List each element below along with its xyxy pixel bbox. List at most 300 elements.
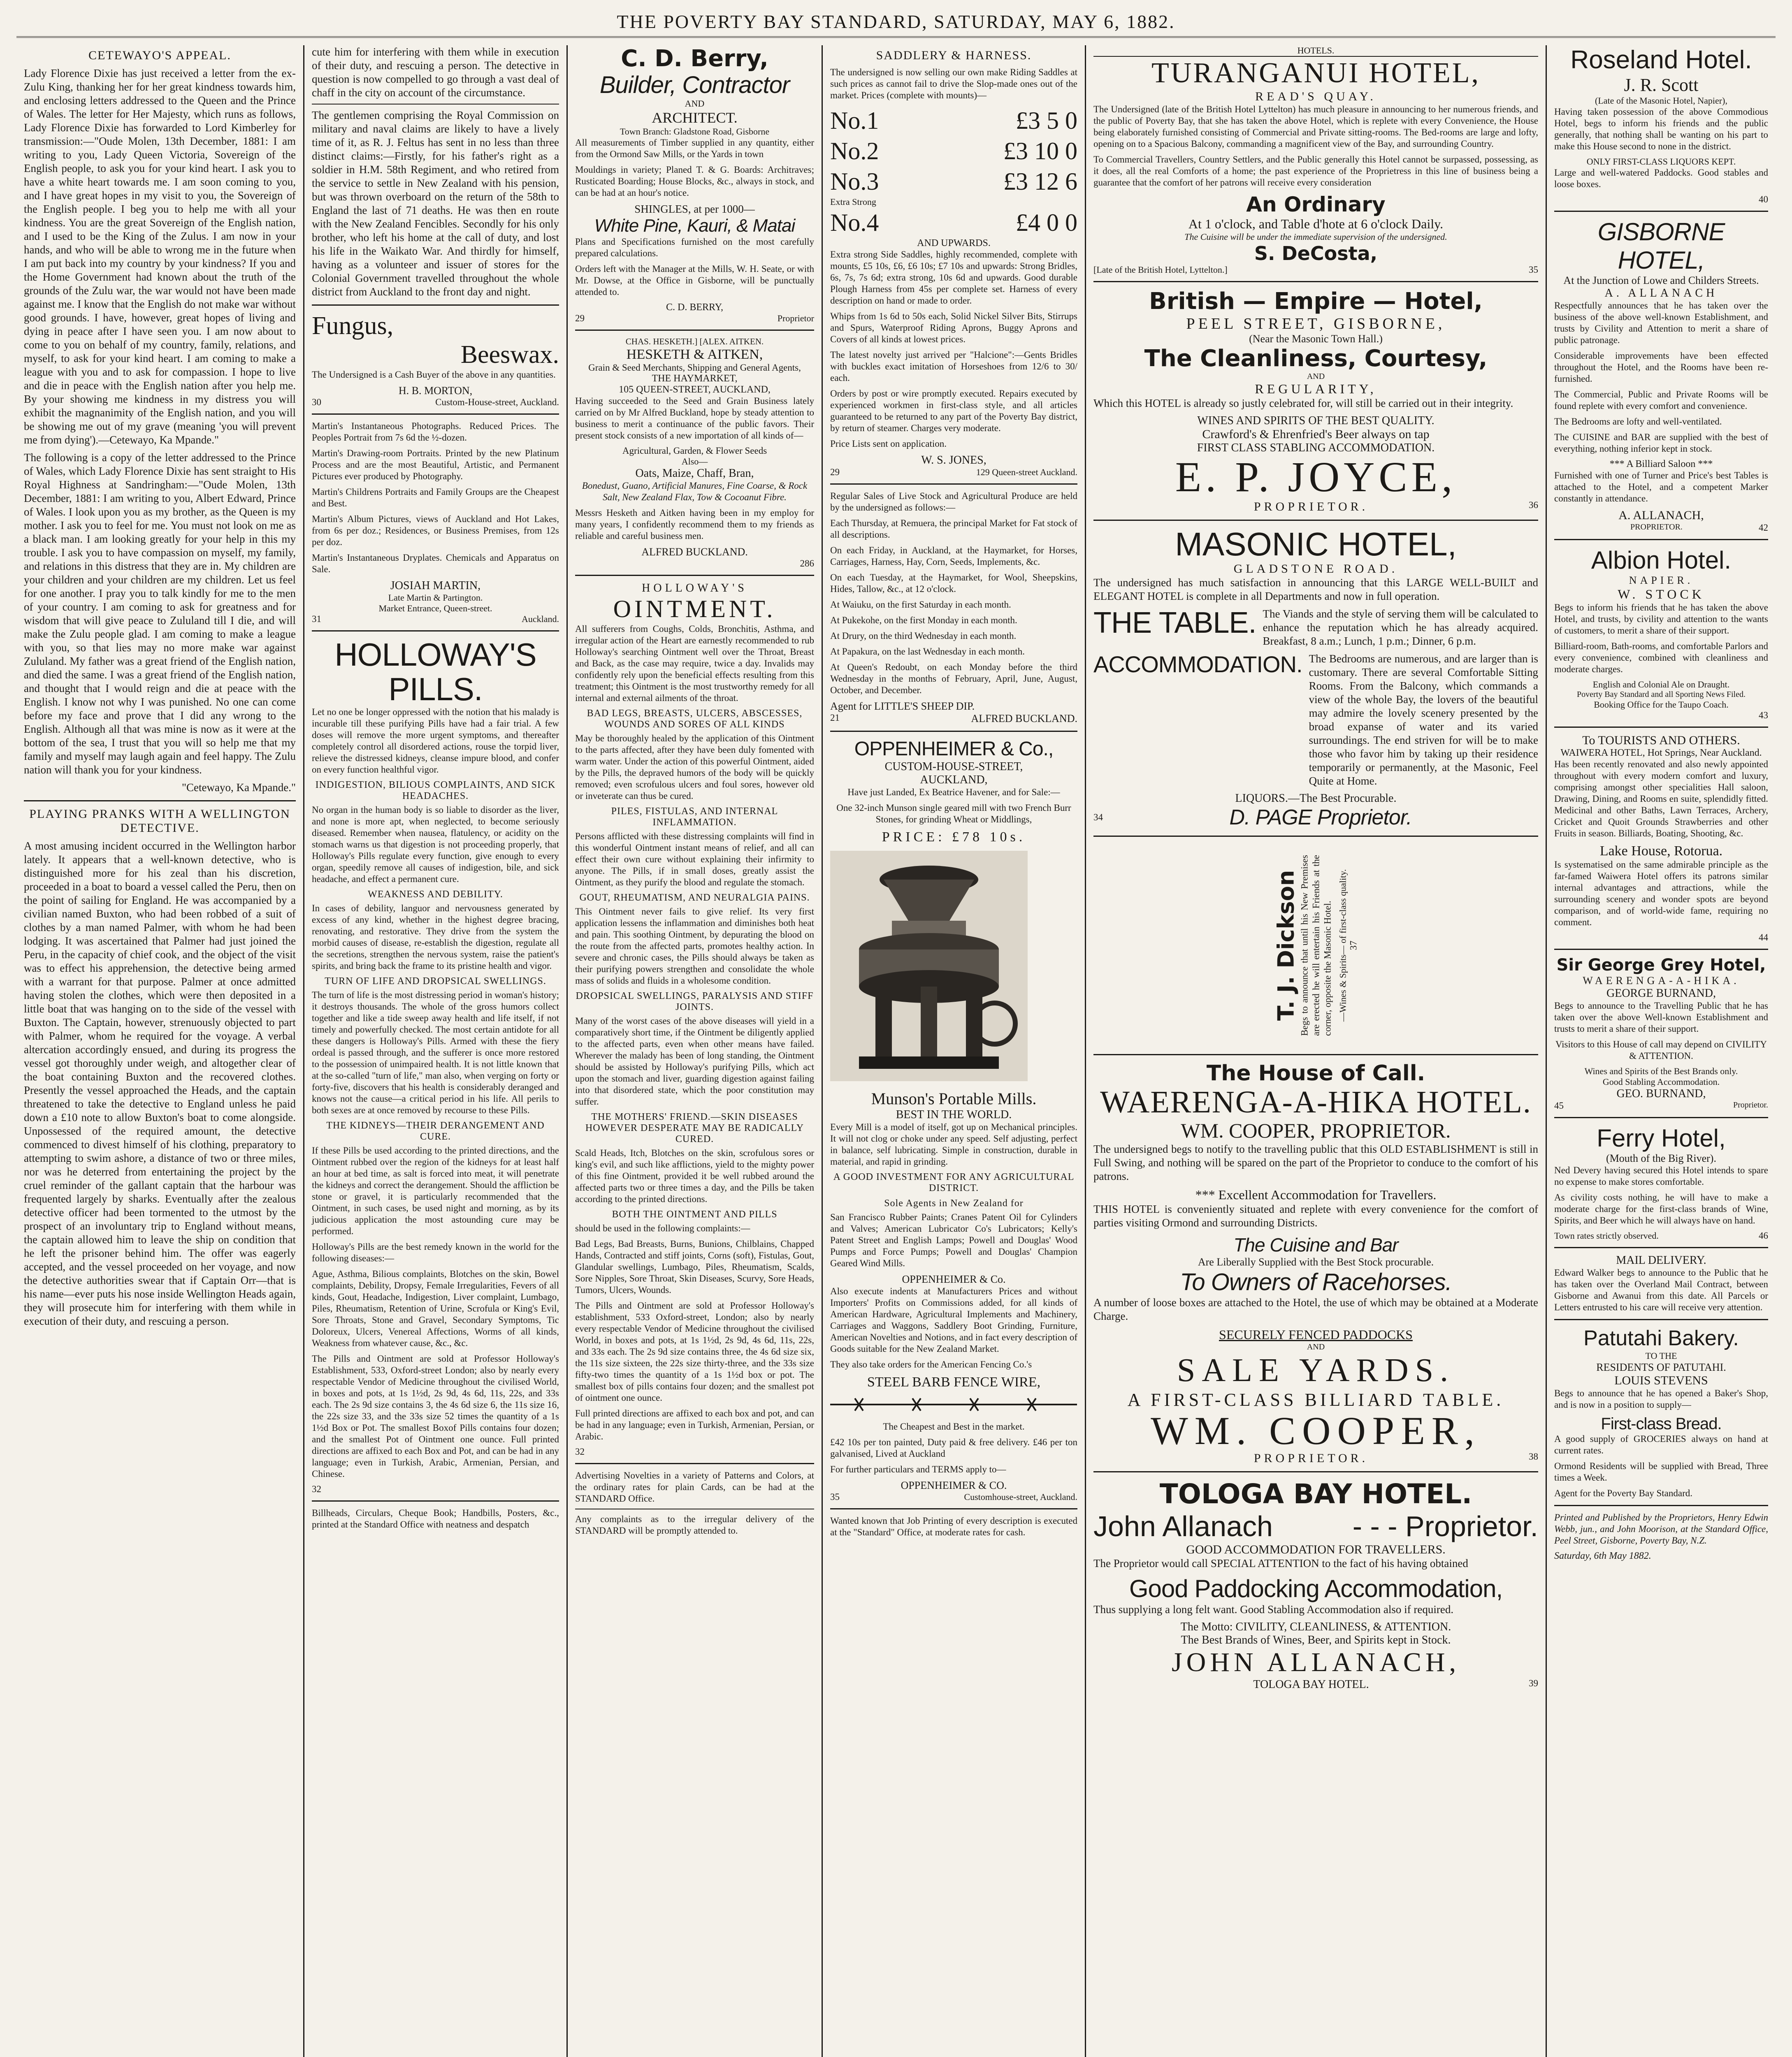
albion-news: Poverty Bay Standard and all Sporting News Filed. (1577, 690, 1746, 699)
column-1 (16, 45, 304, 2057)
advert-paragraph: Having taken possession of the above Commodious Hotel, begs to inform his friends and the public generally, that nothing shall be wanting on his part to make this House second to none in the district. (1554, 107, 1768, 151)
advert-paragraph: This Ointment never fails to give relief. Its very first application lessens the inflammation and diminishes both heat and pain. This soothing Ointment, by depurating the blood on the route from the affected parts, promotes healthy action. In severe and chronic cases, the Pills should always be taken as their purifying powers strengthen and consolidate the whole mass of solids and fluids in a wholesome condition. (575, 906, 814, 986)
page-proprietor: D. PAGE Proprietor. (1229, 806, 1412, 829)
divider (1554, 949, 1768, 950)
advert-paragraph: Extra strong Side Saddles, highly recommended, complete with mounts, £5 10s, £6, £6 10s; £7 10s and upwards: Strong Bridles, 6s, 7s, 7s 6d; extra strong, 10s 6d and upwards. Good durable Plough Harness from 45s per complete set. Harness of every description on hand or made to order. (830, 249, 1077, 306)
advert-paragraph: Edward Walker begs to announce to the Public that he has taken over the Overland Mail Contract, between Gisborne and Awanui from this date. All Parcels or Letters entrusted to his care will receive very attention. (1554, 1268, 1768, 1312)
article-paragraph: Lady Florence Dixie has just received a letter from the ex-Zulu King, thanking her for her great kindness towards him, and enclosing letters addressed to the Queen and the Prince of Wales. The letter for Her Majesty, which runs as follows, Lady Florence Dixie has forwarded to Lord Kimberley for transmission:—"Oude Molen, 13th December, 1881: I am writing to you, Lady Queen Victoria, Sovereign of the English people, to ask you for your kind heart. I ask you to have a white heart towards me. I am soon coming to you, and I have great hopes in my visit to you, the Sovereign of the English people. I beg you to help me with all your kindness. You are the great Sovereign of the English nation, and I used to be the King of the Zulus. I am now in your hands, and who will be able to wrong me in the future when I am put back into my country by your kindness? If you and the Home Government had known about the truth of the grounds of the Zulu war, the war would not have been made against me. I know that the English do not make war without good grounds. I have, however, great hopes of living and dying in peace after I have seen you. I am now about to come to you on behalf of my country, family, relations, and myself, to ask for your kind heart. I am coming to make a league with you and to ask for compassion. I hope to live and die in peace with the English nation after you help me. By your showing me kindness in my distress you will exhibit the magnanimity of the English nation, and you will be showing me out of my grave (meaning 'you will prevent me from dying').—Cetewayo, Ka Mpande." (24, 67, 296, 446)
roseland-scott-sub: (Late of the Masonic Hotel, Napier), (1595, 95, 1727, 106)
advert-paragraph: Ned Devery having secured this Hotel intends to spare no expense to make stores comfortable. (1554, 1165, 1768, 1187)
albion-ale: English and Colonial Ale on Draught. (1592, 679, 1730, 690)
advert-paragraph: The undersigned is now selling our own make Riding Saddles at such prices as cannot fail to drive the Slop-made ones out of the market. Prices (complete with mounts)— (830, 67, 1077, 100)
masonic-title: MASONIC HOTEL, (1175, 526, 1457, 562)
divider (1554, 1505, 1768, 1506)
advert-subheading: THE MOTHERS' FRIEND.—SKIN DISEASES HOWEVER DESPERATE MAY BE RADICALLY CURED. (585, 1112, 804, 1145)
crawford-line: Crawford's & Ehrenfried's Beer always on tap (1202, 427, 1430, 441)
divider (575, 1463, 814, 1464)
roseland-liquors: ONLY FIRST-CLASS LIQUORS KEPT. (1586, 156, 1736, 167)
holloway-pills-title: HOLLOWAY'S PILLS. (334, 636, 536, 707)
advert-paragraph: Visitors to this House of call may depend on CIVILITY & ATTENTION. (1555, 1039, 1767, 1061)
morton-advert (312, 311, 559, 408)
martin-item: Martin's Album Pictures, views of Auckland and Hot Lakes, from 6s per doz.; Residences, or Business Premises, from 12s per doz. (312, 514, 559, 547)
waiwera-title: WAIWERA HOTEL, Hot Springs, Near Auckland. (1560, 748, 1762, 758)
cuisine-title: The Cuisine and Bar (1233, 1234, 1398, 1256)
liquors-line: LIQUORS.—The Best Procurable. (1235, 792, 1397, 805)
advert-paragraph: The undersigned begs to notify to the travelling public that this OLD ESTABLISHMENT is still in Full Swing, and nothing will be spared on the part of the Proprietor to conduce to the comfort of his patrons. (1093, 1143, 1538, 1182)
mill-price: PRICE: £78 10s. (882, 829, 1026, 845)
list-item: On each Tuesday, at the Haymarket, for Wool, Sheepskins, Hides, Tallow, &c., at 12 o'clock. (830, 572, 1077, 594)
list-item: At Queen's Redoubt, on each Monday before the third Wednesday in the months of February, April, June, August, October, and December. (830, 662, 1077, 695)
advert-paragraph: The Proprietor would call SPECIAL ATTENTION to the fact of his having obtained (1093, 1557, 1468, 1569)
advert-paragraph: Bad Legs, Bad Breasts, Burns, Bunions, Chilblains, Chapped Hands, Contracted and stiff joints, Corns (soft), Fistulas, Gout, Glandular swellings, Lumbago, Piles, Rheumatism, Scalds, Sore Nipples, Sore Throat, Skin Diseases, Scurvy, Sore Heads, Tumors, Ulcers, Wounds. (575, 1239, 814, 1295)
berry-trade: Builder, Contractor (599, 72, 790, 98)
morton-name: H. B. MORTON, (398, 385, 473, 397)
martin-item: Martin's Instantaneous Photographs. Reduced Prices. The Peoples Portrait from 7s 6d the ½-dozen. (312, 421, 559, 443)
advert-paragraph: The Commercial, Public and Private Rooms will be found replete with every comfort and convenience. (1554, 389, 1768, 411)
martin-item: Martin's Instantaneous Dryplates. Chemicals and Apparatus on Sale. (312, 553, 559, 574)
advert-number: 40 (1759, 194, 1768, 204)
divider (1554, 1247, 1768, 1248)
advert-paragraph: Also execute indents at Manufacturers Prices and without Importers' Profits on Commissions added, for all kinds of American Hardware, Agricultural Implements and Machinery, Carriages and Waggons, Saddlery Boot Grinding, Furniture, American Novelties and Notions, and in fact every description of Goods suitable for the New Zealand Market. (830, 1286, 1077, 1354)
advert-paragraph: Holloway's Pills are the best remedy known in the world for the following diseases:— (312, 1242, 559, 1263)
divider (1554, 1117, 1768, 1118)
advert-paragraph: Price Lists sent on application. (830, 439, 947, 449)
advert-paragraph: Begs to inform his friends that he has taken the above Hotel, and trusts, by civility and attention to the wants of customers, to merit a share of their support. (1554, 602, 1768, 636)
john-allanach-name: JOHN ALLANACH, (1172, 1647, 1460, 1677)
list-item: At Papakura, on the last Wednesday in each month. (830, 646, 1025, 657)
berry-proprietor: Proprietor (777, 313, 814, 323)
mill-base (859, 1056, 999, 1069)
advert-paragraph: If these Pills be used according to the printed directions, and the Ointment rubbed over the region of the kidneys for at least half an hour at bed time, as salt is forced into meat, it will penetrate the kidneys and correct the derangement. Should the affliction be stone or gravel, it is particularly recommended that the Ointment, in such cases, be used night and morning, as by its judicious application the most astounding cure may be performed. (312, 1145, 559, 1236)
extra-strong-label: Extra Strong (830, 197, 876, 207)
hesketh-place: THE HAYMARKET, (652, 373, 738, 384)
divider (24, 800, 296, 801)
berry-architect: ARCHITECT. (652, 109, 738, 126)
advert-paragraph: Furnished with one of Turner and Price's best Tables is attached to the Hotel, and a competent Marker constantly in attendance. (1554, 470, 1768, 504)
gisborne-name: A. ALLANACH (1604, 287, 1718, 299)
berry-woods: White Pine, Kauri, & Matai (594, 216, 795, 236)
advert-paragraph: A number of loose boxes are attached to the Hotel, the use of which may be obtained at a Moderate Charge. (1093, 1296, 1538, 1322)
grey-wines: Wines and Spirits of the Best Brands only. (1584, 1066, 1738, 1076)
albion-sub: NAPIER. (1629, 574, 1694, 586)
cleanliness-and: AND (1307, 372, 1325, 381)
gisborne-hotel-title: GISBORNE HOTEL, (1597, 218, 1725, 274)
advert-paragraph: Whips from 1s 6d to 50s each, Solid Nickel Silver Bits, Stirrups and Spurs, Waterproof Riding Aprons, Buggy Aprons and Covers of all kinds at lowest prices. (830, 311, 1077, 344)
advert-subheading: TURN OF LIFE AND DROPSICAL SWELLINGS. (325, 976, 546, 987)
list-item: At Drury, on the third Wednesday in each month. (830, 631, 1017, 641)
advert-paragraph: Scald Heads, Itch, Blotches on the skin, scrofulous sores or king's evil, and such like afflictions, yield to the mighty power of this fine Ointment, provided it be well rubbed around the affected parts two or three times a day, and the Pills be taken according to the printed directions. (575, 1148, 814, 1204)
wines-line: WINES AND SPIRITS OF THE BEST QUALITY. (1197, 414, 1435, 427)
lake-house-title: Lake House, Rotorua. (1599, 843, 1723, 859)
advert-paragraph: San Francisco Rubber Paints; Cranes Patent Oil for Cylinders and Valves; American Lubricator Co's Lubricators; Kelly's Patent Street and English Lamps; Powell and Douglas' Wood Pumps and Force Pumps; Powell and Douglas' Champion Geared Wind Mills. (830, 1212, 1077, 1268)
tologa-title: TOLOGA BAY HOTEL. (1159, 1478, 1472, 1510)
divider (830, 483, 1077, 485)
advert-number: 21 (830, 713, 840, 723)
advert-paragraph: The Bedrooms are lofty and well-ventilated. (1554, 416, 1722, 427)
sales-list (830, 518, 1077, 696)
advert-subheading: BOTH THE OINTMENT AND PILLS (612, 1209, 778, 1220)
divider (312, 304, 559, 306)
advert-paragraph: The Cheapest and Best in the market. (883, 1421, 1025, 1432)
advert-paragraph: No organ in the human body is so liable to disorder as the liver, and none is more apt, when neglected, to become seriously diseased. Remember when nausea, flatulency, or acidity on the stomach warns us that digestion is not proceeding properly, that Holloway's Pills regulate every function, give enough to every organ, speedily remove all causes of indigestion, bile, and sick headache, and effect a permanent cure. (312, 805, 559, 884)
martin-item: Martin's Drawing-room Portraits. Printed by the new Platinum Process and are the most Beautiful, Artistic, and Permanent Pictures ever produced by Photography. (312, 448, 559, 481)
hesketh-names: CHAS. HESKETH.] [ALEX. AITKEN. (625, 337, 764, 346)
divider (1554, 1319, 1768, 1320)
price-label: No.4 (830, 209, 879, 236)
ferry-sub: (Mouth of the Big River). (1606, 1152, 1716, 1164)
josiah-name: JOSIAH MARTIN, (390, 579, 481, 592)
ointment-advert (575, 623, 814, 1457)
advert-paragraph: Begs to announce to the Travelling Public that he has taken over the above Well-known Establishment and trusts to merit a share of their support. (1554, 1001, 1768, 1034)
hesketh-oats: Oats, Maize, Chaff, Bran, (635, 467, 754, 480)
advert-subheading: DROPSICAL SWELLINGS, PARALYSIS AND STIFF JOINTS. (576, 991, 814, 1012)
divider (1093, 1471, 1538, 1472)
ointment-title-top: HOLLOWAY'S (642, 582, 747, 594)
advert-paragraph: Has been recently renovated and also newly appointed throughout with every modern comfort and luxury, comprising amongst other specialities Hall saloon, Drawing, Dining, and Rooms en suite, splendidly fitted. Medicinal and other Baths, Lawn Terraces, Archery, Cricket and Quoit Grounds Strawberries and other Fruits in season. Billiards, Boating, Shooting, &c. (1554, 759, 1768, 838)
article-paragraph: cute him for interfering with them while in execution of their duty, and rescuing a person. The detective in question is now compelled to go through a vast deal of chaff in the city on account of the circumstance. (312, 46, 559, 99)
excellent-line: *** Excellent Accommodation for Travellers. (1195, 1187, 1437, 1202)
advert-paragraph: A good supply of GROCERIES always on hand at current rates. (1554, 1434, 1768, 1456)
advert-number: 31 (312, 614, 321, 624)
sales-agent: Agent for LITTLE'S SHEEP DIP. (830, 700, 975, 712)
berry-and: AND (685, 98, 705, 109)
advert-number: 42 (1758, 522, 1768, 533)
table-section (1093, 607, 1538, 652)
josiah-address: Market Entrance, Queen-street. (378, 603, 492, 613)
advert-paragraph: Ormond Residents will be supplied with Bread, Three times a Week. (1554, 1461, 1768, 1483)
berry-branch: Town Branch: Gladstone Road, Gisborne (620, 126, 770, 137)
turanganui-sub: READ'S QUAY. (1255, 90, 1376, 103)
advert-paragraph: The turn of life is the most distressing period in woman's history; it destroys thousands. The whole of the gross humors collect together and like a tide sweep away health and life itself, if not timely and powerfully checked. The most certain antidote for all these dangers is Holloway's Pills. Armed with these the fiery ordeal is passed through, and the sufferer is once more restored to the possession of unimpaired health. It is not little known that at the so-called "turn of life," man also, when verging on forty or forty-five, discovers that his health is considerably deranged and knows not the cause—a critical period in his life. All perils to both sexes are at once removed by recourse to these Pills. (312, 990, 559, 1115)
advert-paragraph: Begs to announce that he has opened a Baker's Shop, and is now in a position to supply— (1554, 1388, 1768, 1410)
advert-paragraph: Messrs Hesketh and Aitken having been in my employ for many years, I confidently recommend them to my friends as reliable and careful business men. (575, 508, 814, 541)
advert-number: 37 (1348, 940, 1358, 950)
mill-illustration (830, 851, 1028, 1081)
article-signature: "Cetewayo, Ka Mpande." (182, 781, 296, 794)
joyce-proprietor: PROPRIETOR. (1253, 500, 1369, 513)
oppenheimer-title: OPPENHEIMER & Co., (854, 738, 1054, 760)
hesketh-firm: HESKETH & AITKEN, (626, 347, 763, 362)
advert-paragraph: Let no one be longer oppressed with the notion that his malady is incurable till these purifying Pills have had a fair trial. A few doses will remove the more urgent symptoms, and thereafter completely control all disordered actions, rouse the torpid liver, relieve the distressed kidneys, cleanse impure blood, and confer on every function healthful vigor. (312, 707, 559, 775)
article-paragraph: The gentlemen comprising the Royal Commission on military and naval claims are likely to have a lively time of it, as R. J. Feltus has sent in no less than three distinct claims:—Firstly, for his father's right as a soldier in H.M. 58th Regiment, and who retired from the service to settle in New Zealand with his pension, but was thrown overboard on the return of the 58th to England the last of 71 deaths. He was then en route with the New Zealand Fencibles. Secondly for his only brother, who left his home at the call of duty, and lost his life in the Waikato War. And thirdly for himself, having as a volunteer and issuer of stores for the Colonial Government travelled throughout the whole district from Auckland to the front day and night. (312, 109, 559, 298)
advert-paragraph: The CUISINE and BAR are supplied with the best of everything, nothing inferior kept in stock. (1554, 432, 1768, 454)
advert-paragraph: Orders left with the Manager at the Mills, W. H. Seate, or with Mr. Dowse, at the Office in Gisborne, will be punctually attended to. (575, 264, 814, 297)
advert-paragraph: As civility costs nothing, he will have to make a moderate charge for the first-class brands of Wine, Spirits, and Beer which he will always have on hand. (1554, 1192, 1768, 1226)
fungus-heading: Fungus, (312, 312, 394, 340)
paddocking-line: Good Paddocking Accommodation, (1129, 1575, 1503, 1602)
josiah-city: Auckland. (521, 614, 559, 624)
article-title-cetewayo: CETEWAYO'S APPEAL. (88, 49, 231, 62)
billheads-notice: Billheads, Circulars, Cheque Book; Handbills, Posters, &c., printed at the Standard Office with neatness and despatch (312, 1508, 559, 1530)
article-paragraph: The following is a copy of the letter addressed to the Prince of Wales, which Lady Florence Dixie has sent straight to His Royal Highness at Sandringham:—"Oude Molen, 13th December, 1881: I am writing to you, Albert Edward, Prince of Wales. I look upon you as my brother, as the Queen is my mother. I ask you to feel for me. You must not look on me as a black man. I am looking greatly for your help in this my trouble. I ask you to have compassion on myself, my family, and relations in this distress that they are in. My children are your children and your children are my children. Let us feel for one another. I pray you to talk kindly for me to the men of your country. I am coming to ask for greatness and for wisdom that will give peace to Zululand till I die, and will make the Zulu people glad. I am coming to make a league with you, so that lies may no more make war against Zululand. My father was a great friend of the English nation, and died the same. I was a great friend of the English nation, and thought that I would reign and die at peace with the English. I know not why I was punished. No one can come before my face and prove that I did any wrong to the English. Although all that was mine is now as it were at the bottom of the sea, I trust that you will so help me that my family and myself may laugh again and feel happy. The Zulu nation will thank you for your kindness. (24, 451, 296, 776)
advert-paragraph: Mouldings in variety; Planed T. & G. Boards: Architraves; Rusticated Boarding; House Blocks, &c., always in stock, and can be had at an hour's notice. (575, 165, 814, 198)
advert-paragraph: £42 10s per ton painted, Duty paid & free delivery. £46 per ton galvanised, Lived at Auckland (830, 1437, 1077, 1459)
british-near: (Near the Masonic Town Hall.) (1249, 333, 1383, 345)
advert-paragraph: Ague, Asthma, Bilious complaints, Blotches on the skin, Bowel complaints, Debility, Dropsy, Female Irregularities, Fevers of all kinds, Gout, Headache, Indigestion, Liver complaint, Lumbago, Piles, Rheumatism, Retention of Urine, Scrofula or King's Evil, Sore Throats, Stone and Gravel, Secondary Symptoms, Tic Doloreux, Ulcers, Venereal Affections, Worms of all kinds, Weakness from whatever cause, &c., &c. (312, 1269, 559, 1348)
advert-paragraph: Having succeeded to the Seed and Grain Business lately carried on by Mr Alfred Buckland, hope by steady attention to business to merit a continuance of the public favors. Their present stock consists of a new importation of all kinds of— (575, 396, 814, 441)
advert-paragraph: Regular Sales of Live Stock and Agricultural Produce are held by the undersigned as follows:— (830, 491, 1077, 513)
wm-cooper-proprietor: PROPRIETOR. (1253, 1451, 1369, 1465)
advert-paragraph: May be thoroughly healed by the application of this Ointment to the parts affected, after they have been duly fomented with warm water. Under the action of this powerful Ointment, aided by the Pills, the depraved humors of the body will be quickly removed; even scrofulous ulcers and foul sores, however old or inveterate can thus be cured. (575, 733, 814, 801)
roseland-scott: J. R. Scott (1624, 75, 1699, 95)
cleanliness-title: The Cleanliness, Courtesy, (1144, 345, 1488, 372)
sale-yards: SALE YARDS. (1177, 1352, 1455, 1388)
divider (1093, 520, 1538, 521)
and-line: AND (1307, 1342, 1325, 1351)
advert-number: 286 (800, 558, 814, 569)
morton-address: Custom-House-street, Auckland. (435, 397, 559, 407)
billiard-line: A FIRST-CLASS BILLIARD TABLE. (1127, 1390, 1504, 1410)
advert-paragraph: The Pills and Ointment are sold at Professor Holloway's establishment, 533 Oxford-street, London; also by nearly every respectable Vendor of Medicine throughout the civilised World, in boxes and pots, at 1s 1½d, 2s 9d, 4s 6d, 11s, 22s, and 33s each. The 2s 9d size contains three, the 4s 6d size six, the 11s size sixteen, the 22s size thirty-three, and the 33s size fifty-two times the quantity of a 1s 1½d box or pot. The smallest box of pills contains four dozen; and the smallest pot of ointment one ounce. (575, 1300, 814, 1403)
hesketh-address: 105 QUEEN-STREET, AUCKLAND, (619, 384, 771, 395)
sales-signature: ALFRED BUCKLAND. (971, 713, 1077, 724)
accommodation-section (1093, 652, 1538, 792)
hesketh-signature: ALFRED BUCKLAND. (641, 546, 748, 558)
motto-line: The Motto: CIVILITY, CLEANLINESS, & ATTENTION. (1180, 1621, 1451, 1633)
advert-number: 38 (1528, 1451, 1538, 1462)
advert-number: 44 (1759, 932, 1768, 943)
article-paragraph: A most amusing incident occurred in the Wellington harbor lately. It appears that a well-known detective, who is distinguished more for his zeal than his discretion, proceeded in a boat to board a vessel called the Peru, then on the point of sailing for England. He was accompanied by a civilian named Buxton, who had been robbed of a suit of clothes by a man named Palmer, with whom he had been lodging. It was ascertained that Palmer had just joined the Peru, in the capacity of chief cook, and the object of the visit was to effect his apprehension, the detective being armed with a warrant for that purpose. Palmer at once admitted having stolen the clothes, which were then deposited in a little boat that was hanging on to the side of the vessel with Buxton. The Captain, however, strenuously objected to part with Palmer, whom he required for the voyage. A verbal altercation accordingly ensued, and during its progress the vessel got thoroughly under weigh, and altogether clear of the boat containing Buxton and the recovered clothes. Presently the vessel approached the Heads, and the captain threatened to take the detective to England unless he paid down a £10 note to allow Buxton's boat to come alongside. Unpossessed of the required amount, the detective commenced to divest himself of his clothing, preparatory to attempting to swim ashore, a distance of two or three miles, nor was he deterred from entertaining the project by the cruel reminder of the gallant captain that the harbour was frequented largely by sharks. Eventually after the zealous detective officer had been tormented to the utmost by the prospect of an involuntary trip to England without means, the captain allowed him to leave the ship on condition that he left the prisoner behind him. The offer was eagerly accepted, and the vessel proceeded on her voyage, and now the detective authorities swear that if Captain Orr—that is his name—ever puts his nose inside Wellington Heads again, they will prosecute him for interfering with them while in execution of their duty, and rescuing a person. (24, 840, 296, 1327)
advert-number: 35 (1529, 265, 1538, 275)
advert-number: 32 (575, 1446, 585, 1457)
allanach-line (1093, 1510, 1538, 1543)
ferry-hotel-title: Ferry Hotel, (1597, 1124, 1726, 1152)
price-row (830, 105, 1077, 136)
martin-item: Martin's Childrens Portraits and Family Groups are the Cheapest and Best. (312, 487, 559, 508)
allanach-proprietor: - - - Proprietor. (1352, 1510, 1538, 1542)
advert-paragraph: The undersigned has much satisfaction in announcing that this LARGE WELL-BUILT and ELEGANT HOTEL is complete in all Departments and now in full operation. (1093, 576, 1538, 602)
stabling-line: FIRST CLASS STABLING ACCOMMODATION. (1197, 441, 1435, 454)
roseland-title: Roseland Hotel. (1570, 46, 1752, 74)
divider (1554, 211, 1768, 212)
price-row (830, 136, 1077, 166)
berry-shingles: SHINGLES, at per 1000— (634, 203, 755, 215)
advert-paragraph: One 32-inch Munson single geared mill with two French Burr Stones, for grinding Wheat or Middlings, (836, 803, 1071, 824)
ferry-rates: Town rates strictly observed. (1554, 1230, 1659, 1241)
decosta-late: [Late of the British Hotel, Lyttelton.] (1093, 265, 1228, 275)
grey-signature: GEO. BURNAND, (1616, 1087, 1706, 1100)
list-item: Each Thursday, at Remuera, the principal Market for Fat stock of all descriptions. (830, 518, 1077, 540)
cuisine-text: Are Liberally Supplied with the Best Stock procurable. (1198, 1256, 1434, 1268)
grey-sub: WAERENGA-A-HIKA. (1583, 975, 1740, 987)
advert-number: 46 (1759, 1230, 1768, 1241)
divider (830, 1508, 1077, 1509)
berry-signature: C. D. BERRY, (666, 302, 723, 313)
advert-paragraph: Which this HOTEL is already so justly celebrated for, will still be carried out in their integrity. (1093, 397, 1513, 409)
advert-paragraph: Agent for the Poverty Bay Standard. (1554, 1488, 1692, 1498)
mill-spindle (921, 987, 937, 1061)
hesketh-more: Bonedust, Guano, Artificial Manures, Fine Coarse, & Rock Salt, New Zealand Flax, Tow & Cocoanut Fibre. (582, 481, 808, 502)
turanganui-title: TURANGANUI HOTEL, (1151, 57, 1480, 89)
advert-paragraph: Many of the worst cases of the above diseases will yield in a comparatively short time, if the Ointment be diligently applied to the affected parts, even when other means have failed. Wherever the malady has been of long standing, the Ointment should be assisted by Holloway's purifying Pills, which act upon the stomach and liver, guarding digestion against failing into that disordered state, which the poor constitution may suffer. (575, 1016, 814, 1107)
list-item: At Pukekohe, on the first Monday in each month. (830, 615, 1017, 625)
price-row (830, 207, 1077, 238)
advert-paragraph: The Undersigned (late of the British Hotel Lyttelton) has much pleasure in announcing to her numerous friends, and the public of Poverty Bay, that she has taken the above Hotel, which is replete with every Convenience, the House being elaborately furnished consisting of Commercial and Private sitting-rooms. The Bed-rooms are large and lofty, opening on to a Spacious Balcony, commanding a magnificent view of the Bay, and surrounding Country. (1093, 104, 1538, 149)
divider (312, 413, 559, 415)
tourists-title: To TOURISTS AND OTHERS. (1582, 734, 1740, 747)
divider (830, 731, 1077, 732)
fence-wire-title: STEEL BARB FENCE WIRE, (867, 1374, 1041, 1390)
divider (575, 330, 814, 331)
price-label: No.3 (830, 168, 879, 195)
advert-paragraph: Every Mill is a model of itself, got up on Mechanical principles. It will not clog or choke under any speed. Self adjusting, perfect in balance, self lubricating. Simple in construction, durable in material, and rapid in grinding. (830, 1122, 1077, 1167)
josiah-sub: Late Martin & Partington. (388, 592, 483, 603)
mill-leg-left (875, 987, 892, 1061)
advert-number: 32 (312, 1484, 321, 1494)
divider (1554, 539, 1768, 540)
complaints-notice: Any complaints as to the irregular delivery of the STANDARD will be promptly attended to. (575, 1514, 814, 1536)
regularity: REGULARITY, (1255, 381, 1377, 396)
grey-hotel-title: Sir George Grey Hotel, (1556, 956, 1766, 975)
price-value: £3 12 6 (1003, 168, 1077, 195)
advert-subheading: PILES, FISTULAS, AND INTERNAL INFLAMMATION. (611, 806, 778, 828)
price-value: £3 5 0 (1016, 107, 1077, 134)
tologa-sub: TOLOGA BAY HOTEL. (1253, 1678, 1369, 1691)
hesketh-seeds: Agricultural, Garden, & Flower Seeds (622, 446, 767, 456)
patutahi-title: Patutahi Bakery. (1583, 1326, 1739, 1350)
advert-paragraph: THIS HOTEL is conveniently situated and replete with every convenience for the comfort of parties visiting Ormond and surrounding Districts. (1093, 1203, 1538, 1229)
advert-number: 29 (830, 467, 840, 477)
wanted-notice: Wanted known that Job Printing of every description is executed at the "Standard" Office, at moderate rates for cash. (830, 1516, 1077, 1537)
holloway-pills-advert (312, 706, 559, 1495)
advert-paragraph: should be used in the following complaints:— (575, 1223, 750, 1233)
oppenheimer-city: AUCKLAND, (920, 773, 988, 786)
advert-paragraph: All sufferers from Coughs, Colds, Bronchitis, Asthma, and irregular action of the Heart are earnestly recommended to rub Holloway's searching Ointment well over the Throat, Breast and Back, as the case may require, twice a day. Invalids may confidently rely upon the beneficial effects resulting from this treatment; this Ointment is the most trustworthy remedy for all internal and external ailments of the throat. (575, 624, 814, 703)
advert-paragraph: Respectfully announces that he has taken over the business of the above well-known Establishment, and trusts by Civility and Attention to merit a share of public patronage. (1554, 300, 1768, 345)
advert-subheading: A GOOD INVESTMENT FOR ANY AGRICULTURAL DISTRICT. (833, 1172, 1075, 1193)
patutahi-name: LOUIS STEVENS (1614, 1374, 1708, 1387)
decosta-name: S. DeCosta, (1254, 242, 1378, 265)
price-value: £4 0 0 (1016, 209, 1077, 236)
divider (312, 630, 559, 631)
advert-paragraph: Plans and Specifications furnished on the most carefully prepared calculations. (575, 237, 814, 258)
billiard-saloon: *** A Billiard Saloon *** (1609, 459, 1713, 469)
patutahi-residents: RESIDENTS OF PATUTAHI. (1596, 1361, 1726, 1373)
ointment-title: OINTMENT. (613, 595, 776, 622)
wm-cooper-name: WM. COOPER, (1151, 1409, 1481, 1453)
advert-paragraph: The Viands and the style of serving them will be calculated to enhance the reputation which he has already acquired. Breakfast, 8 a.m.; Lunch, 1 p.m.; Dinner, 6 p.m. (1263, 608, 1538, 647)
advert-paragraph: They also take orders for the American Fencing Co.'s (830, 1359, 1032, 1370)
house-of-call-title: The House of Call. (1206, 1061, 1425, 1086)
advert-paragraph: Considerable improvements have been effected throughout the Hotel, and the Rooms have been re-furnished. (1554, 351, 1768, 384)
advert-paragraph: For further particulars and TERMS apply to— (830, 1464, 1006, 1474)
advert-number: 39 (1529, 1678, 1538, 1688)
advert-subheading: GOUT, RHEUMATISM, AND NEURALGIA PAINS. (579, 892, 810, 903)
price-label: No.2 (830, 137, 879, 165)
patutahi-to: TO THE (1645, 1351, 1677, 1361)
joyce-name: E. P. JOYCE, (1175, 453, 1457, 501)
beeswax-heading: Beeswax. (460, 341, 559, 369)
advert-paragraph: Persons afflicted with these distressing complaints will find in this wonderful Ointment instant means of relief, and all can effect their own cure without explaining their infirmity to anyone. The Pills, if in small doses, greatly assist the Ointment, as they purify the blood and regulate the stomach. (575, 831, 814, 887)
upwards-label: AND UPWARDS. (917, 238, 991, 248)
price-value: £3 10 0 (1003, 137, 1077, 165)
ordinary-title: An Ordinary (1246, 193, 1386, 216)
mail-delivery-title: MAIL DELIVERY. (1616, 1254, 1706, 1267)
saddlery-signature: W. S. JONES, (921, 454, 987, 467)
grey-stabling: Good Stabling Accommodation. (1602, 1077, 1720, 1087)
article-title-detective: PLAYING PRANKS WITH A WELLINGTON DETECTIVE. (29, 807, 290, 835)
grey-proprietor: Proprietor. (1733, 1100, 1768, 1110)
morton-text: The Undersigned is a Cash Buyer of the above in any quantities. (312, 369, 556, 380)
martin-advert (312, 420, 559, 625)
saddlery-address: 129 Queen-street Auckland. (976, 467, 1077, 477)
advert-paragraph: The Pills and Ointment are sold at Professor Holloway's Establishment, 533, Oxford-street London; also by nearly every respectable Vendor of Medicine throughout the civilised World, in boxes and pots, at 1s 1½d, 2s 9d, 4s 6d, 11s, 22s, and 33s each. The 2s 9d size contains 3, the 4s 6d size 6, the 11s size 16, the 22s size 33, and the 33s size 52 times the quantity of a 1s 1½d Box or Pot. The smallest Boxof Pills contains four dozen; and the smallest Pot of Ointment one ounce. Full printed directions are affixed to each Box and Pot, and can be had in any language; even in Turkish, Arabic, Armenian, Persian, and Chinese. (312, 1354, 559, 1479)
advert-number: 45 (1554, 1100, 1564, 1111)
advert-paragraph: The latest novelty just arrived per "Halcione":—Gents Bridles with buckles exact imitation of Horseshoes from 12/6 to 30/ each. (830, 350, 1077, 383)
divider (1554, 727, 1768, 728)
table-heading: THE TABLE. (1093, 606, 1256, 639)
divider (575, 575, 814, 576)
hotels-heading: HOTELS. (1093, 45, 1538, 57)
brands-line: The Best Brands of Wines, Beer, and Spirits kept in Stock. (1181, 1634, 1451, 1646)
list-item: At Waiuku, on the first Saturday in each month. (830, 599, 1011, 610)
advert-number: 36 (1528, 500, 1538, 510)
advert-subheading: BAD LEGS, BREASTS, ULCERS, ABSCESSES, WOUNDS AND SORES OF ALL KINDS (587, 708, 803, 730)
price-row (830, 166, 1077, 197)
advert-subheading: THE KIDNEYS—THEIR DERANGEMENT AND CURE. (326, 1120, 545, 1142)
hesketh-also: Also— (681, 456, 708, 467)
advert-paragraph: Have just Landed, Ex Beatrice Havener, and for Sale:— (847, 787, 1060, 797)
good-accommodation: GOOD ACCOMMODATION FOR TRAVELLERS. (1186, 1543, 1446, 1556)
masthead: THE POVERTY BAY STANDARD, SATURDAY, MAY 6, 1882. (16, 7, 1776, 38)
advert-paragraph: Orders by post or wire promptly executed. Repairs executed by experienced workmen in first-class style, and all articles guaranteed to be returned to any part of the Poverty Bay district, by return of steamer. Charges very moderate. (830, 388, 1077, 433)
list-item: On each Friday, in Auckland, at the Haymarket, for Horses, Carriages, Harness, Hay, Corn, Seeds, Implements, &c. (830, 545, 1077, 567)
gisborne-signature: A. ALLANACH, (1618, 508, 1704, 522)
advert-number: 34 (1093, 812, 1103, 822)
hesketh-trade: Grain & Seed Merchants, Shipping and General Agents, (588, 362, 801, 373)
barbed-wire-illustration (830, 1394, 1077, 1415)
advert-paragraph: All measurements of Timber supplied in any quantity, either from the Ormond Saw Mills, or the Yards in town (575, 137, 814, 159)
advert-subheading: Sole Agents in New Zealand for (884, 1198, 1024, 1209)
racehorses-title: To Owners of Racehorses. (1180, 1269, 1452, 1295)
gisborne-sub: At the Junction of Lowe and Childers Streets. (1563, 274, 1759, 286)
advert-paragraph: To Commercial Travellers, Country Settlers, and the Public generally this Hotel cannot be surpassed, possessing, as it does, all the real Comforts of a home; the past experience of the Proprietress in this line of business being a guarantee that the comfort of her patrons will receive every consideration (1093, 154, 1538, 188)
advert-paragraph: Large and well-watered Paddocks. Good stables and loose boxes. (1554, 167, 1768, 189)
advert-paragraph: In cases of debility, languor and nervousness generated by excess of any kind, whether in the highest degree bracing, renovating, and restorative. They drive from the system the morbid causes of disease, re-establish the digestion, regulate all the secretions, strengthen the nervous system, raise the patient's spirits, and bring back the frame to its pristine health and vigor. (312, 903, 559, 971)
advert-paragraph: Billiard-room, Bath-rooms, and comfortable Parlors and every convenience, combined with cleanliness and moderate charges. (1554, 641, 1768, 674)
advertising-novelties: Advertising Novelties in a variety of Patterns and Colors, at the ordinary rates for plain Cards, can be had at the STANDARD Office. (575, 1470, 814, 1504)
advert-subheading: INDIGESTION, BILIOUS COMPLAINTS, AND SICK HEADACHES. (315, 780, 556, 801)
column-4 (823, 45, 1086, 2057)
munson-best: BEST IN THE WORLD. (896, 1108, 1012, 1121)
price-list (830, 105, 1077, 238)
albion-booking: Booking Office for the Taupo Coach. (1594, 699, 1729, 710)
advert-paragraph: Full printed directions are affixed to each box and pot, and can be had in any language; even in Turkish, Armenian, Persian, or Arabic. (575, 1408, 814, 1442)
allanach-name: John Allanach (1093, 1510, 1273, 1542)
advert-subheading: WEAKNESS AND DEBILITY. (368, 889, 503, 900)
cooper-proprietor: WM. COOPER, PROPRIETOR. (1181, 1119, 1451, 1142)
dickson-advert (1093, 843, 1538, 1048)
divider (1093, 836, 1538, 837)
column-3 (568, 45, 823, 2057)
patutahi-bread: First-class Bread. (1601, 1415, 1722, 1433)
fence-signature: OPPENHEIMER & CO. (901, 1479, 1007, 1491)
masonic-sub: GLADSTONE ROAD. (1233, 562, 1398, 576)
ordinary-cuisine: The Cuisine will be under the immediate supervision of the undersigned. (1184, 232, 1447, 242)
munson-title: Munson's Portable Mills. (871, 1089, 1037, 1108)
imprint: Printed and Published by the Proprietors, Henry Edwin Webb, jun., and John Moorison, at the Standard Office, Peel Street, Gisborne, Poverty Bay, N.Z. (1554, 1512, 1768, 1546)
column-6 (1547, 45, 1776, 2057)
advert-paragraph: The Bedrooms are numerous, and are larger than is customary. There are several Comfortable Sitting Rooms. From the Balcony, which commands a view of the whole Bay, the lovers of the beautiful may admire the lovely scenery presented by the broad expanse of water and its varied surroundings. The end striven for will be to make those who favor him by taking up their residence temporarily or permanently, at the Masonic, Feel Quite at Home. (1309, 652, 1538, 787)
british-street: PEEL STREET, GISBORNE, (1186, 315, 1446, 332)
oppenheimer-street: CUSTOM-HOUSE-STREET, (884, 760, 1023, 773)
accommodation-heading: ACCOMMODATION. (1093, 651, 1302, 677)
fence-address: Customhouse-street, Auckland. (964, 1492, 1077, 1502)
divider (1093, 1054, 1538, 1055)
paddocks-line: SECURELY FENCED PADDOCKS (1219, 1327, 1413, 1342)
divider (312, 1500, 559, 1502)
albion-title: Albion Hotel. (1591, 546, 1732, 574)
